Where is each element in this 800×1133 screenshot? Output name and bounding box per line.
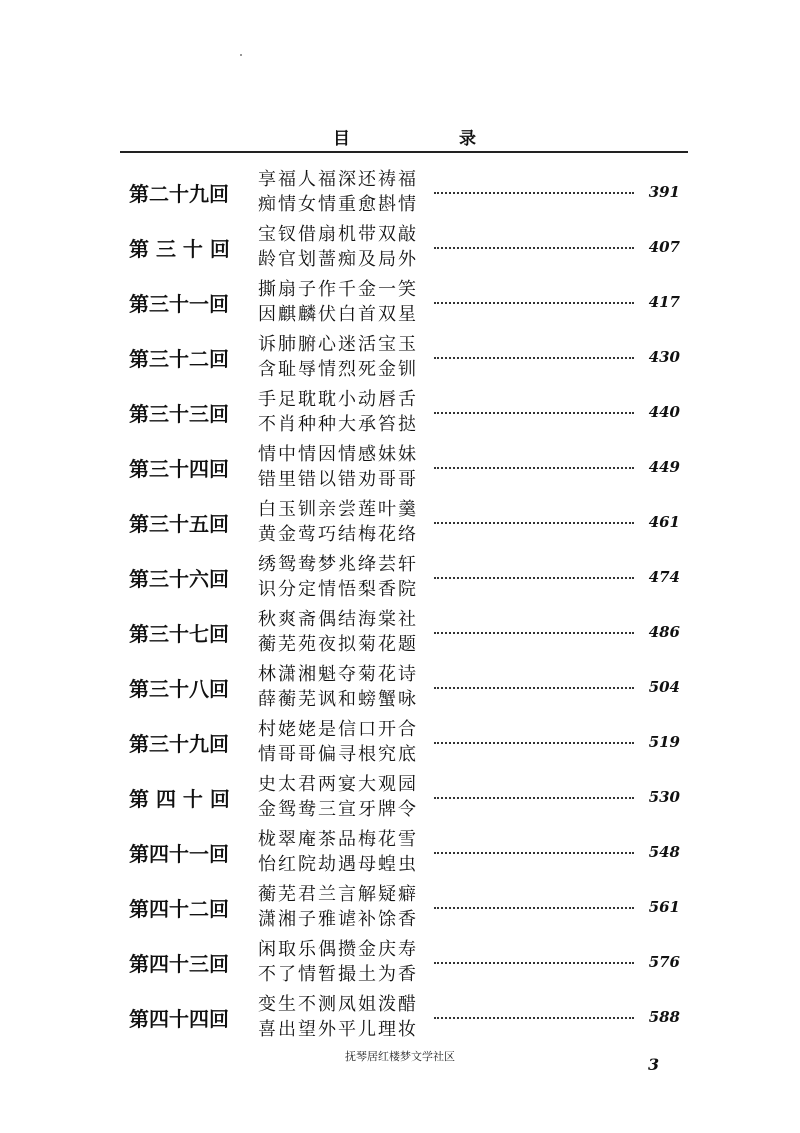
chapter-label: 第三十四回	[129, 457, 229, 481]
chapter-label: 第四十四回	[129, 1007, 229, 1031]
dot-leader	[434, 742, 634, 744]
chapter-title-couplet	[258, 882, 430, 932]
toc-entry[interactable]	[0, 715, 800, 770]
page-ref: 407	[648, 238, 680, 256]
dot-leader	[434, 192, 634, 194]
header-rule	[120, 151, 688, 153]
chapter-title-couplet	[258, 717, 430, 767]
toc-entry[interactable]	[0, 770, 800, 825]
toc-entry[interactable]	[0, 220, 800, 275]
page-ref: 561	[648, 898, 680, 916]
chapter-label: 第四十一回	[129, 842, 229, 866]
chapter-title-couplet	[258, 772, 430, 822]
chapter-title-couplet	[258, 552, 430, 602]
chapter-title-couplet	[258, 992, 430, 1042]
toc-entry[interactable]	[0, 165, 800, 220]
chapter-title-line-1: 秋爽斋偶结海棠社	[258, 609, 418, 630]
chapter-title-line-2: 不肖种种大承笞挞	[258, 414, 418, 435]
page-ref: 417	[648, 293, 680, 311]
chapter-title-line-1: 手足耽耽小动唇舌	[258, 389, 418, 410]
chapter-title-line-2: 情哥哥偏寻根究底	[258, 744, 418, 765]
chapter-title-couplet	[258, 167, 430, 217]
chapter-title-couplet	[258, 497, 430, 547]
toc-entry[interactable]	[0, 660, 800, 715]
chapter-label: 第三十八回	[129, 677, 229, 701]
page-ref: 430	[648, 348, 680, 366]
toc-header	[120, 120, 688, 150]
dot-leader	[434, 247, 634, 249]
chapter-title-line-2: 蘅芜苑夜拟菊花题	[258, 634, 418, 655]
chapter-label: 第 三 十 回	[129, 237, 230, 261]
page-ref: 440	[648, 403, 680, 421]
page-ref: 474	[648, 568, 680, 586]
chapter-label: 第三十五回	[129, 512, 229, 536]
page-ref: 449	[648, 458, 680, 476]
chapter-title-couplet	[258, 387, 430, 437]
header-title-left: 目	[333, 129, 350, 149]
page-ref: 548	[648, 843, 680, 861]
chapter-label: 第三十六回	[129, 567, 229, 591]
page-ref: 486	[648, 623, 680, 641]
chapter-label: 第三十一回	[129, 292, 229, 316]
chapter-title-couplet	[258, 607, 430, 657]
toc-entry[interactable]	[0, 275, 800, 330]
toc-entry[interactable]	[0, 385, 800, 440]
chapter-label: 第三十三回	[129, 402, 229, 426]
chapter-label: 第三十九回	[129, 732, 229, 756]
toc-entry[interactable]	[0, 935, 800, 990]
chapter-label: 第四十二回	[129, 897, 229, 921]
dot-leader	[434, 852, 634, 854]
page-ref: 519	[648, 733, 680, 751]
chapter-title-line-1: 蘅芜君兰言解疑癖	[258, 884, 418, 905]
scan-speck	[240, 54, 242, 56]
chapter-title-line-1: 情中情因情感妹妹	[258, 444, 418, 465]
chapter-title-line-2: 怡红院劫遇母蝗虫	[258, 854, 418, 875]
page-ref: 461	[648, 513, 680, 531]
dot-leader	[434, 797, 634, 799]
chapter-title-line-1: 白玉钏亲尝莲叶羹	[258, 499, 418, 520]
toc-entry[interactable]	[0, 495, 800, 550]
page-ref: 504	[648, 678, 680, 696]
chapter-title-couplet	[258, 277, 430, 327]
toc-entry[interactable]	[0, 880, 800, 935]
chapter-title-line-2: 识分定情悟梨香院	[258, 579, 418, 600]
chapter-title-line-2: 龄官划蔷痴及局外	[258, 249, 418, 270]
footer-watermark: 抚琴居红楼梦文学社区	[345, 1050, 455, 1063]
chapter-title-line-2: 喜出望外平儿理妆	[258, 1019, 418, 1040]
chapter-title-line-2: 含耻辱情烈死金钏	[258, 359, 418, 380]
dot-leader	[434, 687, 634, 689]
toc-entry[interactable]	[0, 825, 800, 880]
chapter-title-line-1: 史太君两宴大观园	[258, 774, 418, 795]
dot-leader	[434, 412, 634, 414]
chapter-title-couplet	[258, 662, 430, 712]
dot-leader	[434, 632, 634, 634]
toc-entry[interactable]	[0, 440, 800, 495]
toc-entry[interactable]	[0, 330, 800, 385]
dot-leader	[434, 907, 634, 909]
chapter-title-line-2: 不了情暂撮土为香	[258, 964, 418, 985]
chapter-title-line-1: 宝钗借扇机带双敲	[258, 224, 418, 245]
chapter-title-line-1: 绣鸳鸯梦兆绛芸轩	[258, 554, 418, 575]
page-number: 3	[648, 1055, 660, 1074]
chapter-label: 第三十二回	[129, 347, 229, 371]
chapter-title-line-1: 撕扇子作千金一笑	[258, 279, 418, 300]
chapter-label: 第二十九回	[129, 182, 229, 206]
toc-entry[interactable]	[0, 605, 800, 660]
chapter-title-couplet	[258, 222, 430, 272]
chapter-title-line-2: 错里错以错劝哥哥	[258, 469, 418, 490]
toc-entry[interactable]	[0, 550, 800, 605]
chapter-title-couplet	[258, 442, 430, 492]
toc-entry[interactable]	[0, 990, 800, 1045]
chapter-title-couplet	[258, 332, 430, 382]
chapter-title-line-2: 潇湘子雅谑补馀香	[258, 909, 418, 930]
chapter-title-line-2: 金鸳鸯三宣牙牌令	[258, 799, 418, 820]
dot-leader	[434, 962, 634, 964]
dot-leader	[434, 577, 634, 579]
chapter-title-line-1: 变生不测凤姐泼醋	[258, 994, 418, 1015]
chapter-title-line-2: 痴情女情重愈斟情	[258, 194, 418, 215]
chapter-title-line-1: 诉肺腑心迷活宝玉	[258, 334, 418, 355]
chapter-title-line-1: 栊翠庵茶品梅花雪	[258, 829, 418, 850]
header-title-right: 录	[459, 129, 476, 149]
page-ref: 576	[648, 953, 680, 971]
chapter-title-line-1: 享福人福深还祷福	[258, 169, 418, 190]
chapter-title-line-1: 村姥姥是信口开合	[258, 719, 418, 740]
page-ref: 391	[648, 183, 680, 201]
dot-leader	[434, 467, 634, 469]
chapter-label: 第三十七回	[129, 622, 229, 646]
dot-leader	[434, 1017, 634, 1019]
chapter-title-couplet	[258, 937, 430, 987]
chapter-title-line-2: 因麒麟伏白首双星	[258, 304, 418, 325]
chapter-label: 第四十三回	[129, 952, 229, 976]
chapter-title-line-2: 薛蘅芜讽和螃蟹咏	[258, 689, 418, 710]
chapter-title-couplet	[258, 827, 430, 877]
page-ref: 530	[648, 788, 680, 806]
dot-leader	[434, 522, 634, 524]
dot-leader	[434, 357, 634, 359]
chapter-label: 第 四 十 回	[129, 787, 230, 811]
chapter-title-line-2: 黄金莺巧结梅花络	[258, 524, 418, 545]
chapter-title-line-1: 闲取乐偶攒金庆寿	[258, 939, 418, 960]
chapter-title-line-1: 林潇湘魁夺菊花诗	[258, 664, 418, 685]
dot-leader	[434, 302, 634, 304]
page-ref: 588	[648, 1008, 680, 1026]
